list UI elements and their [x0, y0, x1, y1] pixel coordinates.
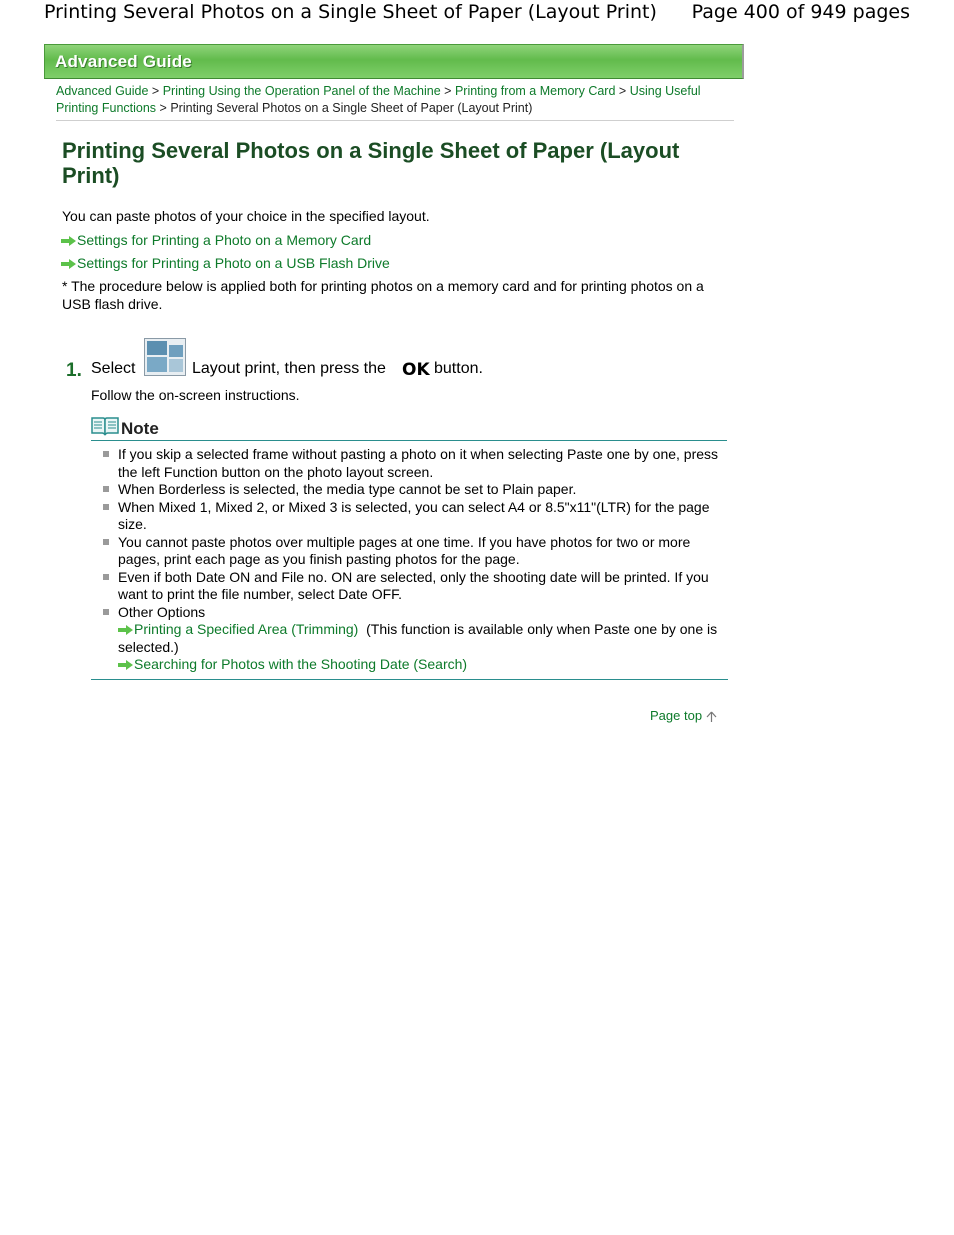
breadcrumb-separator: >: [159, 100, 167, 115]
step-text-layout: Layout print, then press the: [192, 360, 386, 377]
page-heading: Printing Several Photos on a Single Sheet of Paper (Layout Print): [62, 138, 680, 188]
breadcrumb-link-advanced-guide[interactable]: Advanced Guide: [56, 84, 149, 98]
advanced-guide-banner: [44, 44, 744, 79]
step-text-button: button.: [434, 360, 483, 377]
green-arrow-icon: [61, 259, 76, 269]
breadcrumb: [56, 83, 716, 116]
list-item: Even if both Date ON and File no. ON are selected, only the shooting date will be printed. If you want to print the file number, select Date OFF.: [101, 569, 719, 604]
page-counter: Page 400 of 949 pages: [691, 1, 910, 23]
note-list: [101, 446, 719, 674]
list-item: If you skip a selected frame without pasting a photo on it when selecting Paste one by one, press the left Function button on the photo layout screen.: [101, 446, 719, 481]
step-follow-text: Follow the on-screen instructions.: [91, 387, 300, 403]
procedure-note: * The procedure below is applied both for printing photos on a memory card and for printing photos on a USB flash drive.: [62, 278, 704, 312]
step-number: 1.: [66, 360, 82, 381]
book-icon: [91, 416, 119, 436]
link-trimming[interactable]: [118, 621, 358, 637]
link-label: Settings for Printing a Photo on a Memory Card: [77, 232, 372, 248]
trimming-note: (This function is available only when Paste one by one is selected.): [118, 621, 718, 655]
link-memory-card-settings[interactable]: [61, 231, 371, 249]
layout-print-icon: [144, 338, 186, 376]
list-item: When Mixed 1, Mixed 2, or Mixed 3 is selected, you can select A4 or 8.5"x11"(LTR) for the page size.: [101, 499, 719, 534]
breadcrumb-separator: >: [151, 84, 160, 98]
note-bottom-divider: [91, 679, 728, 680]
page-top-link[interactable]: [650, 708, 717, 723]
other-options-label: Other Options: [118, 603, 206, 620]
breadcrumb-divider: [56, 120, 734, 121]
breadcrumb-separator: >: [444, 84, 452, 98]
breadcrumb-current: Printing Several Photos on a Single Sheet of Paper (Layout Print): [170, 100, 533, 115]
link-label: Settings for Printing a Photo on a USB Flash Drive: [77, 255, 390, 271]
up-arrow-icon: [706, 711, 717, 723]
note-label: Note: [121, 419, 159, 438]
breadcrumb-link-useful-functions[interactable]: Using Useful Printing Functions: [56, 84, 701, 115]
pdf-header: [0, 0, 954, 30]
breadcrumb-link-operation-panel[interactable]: Printing Using the Operation Panel of the Machine: [162, 84, 441, 98]
link-search[interactable]: [118, 656, 467, 672]
breadcrumb-separator: >: [618, 84, 627, 98]
document-title: Printing Several Photos on a Single Sheet of Paper (Layout Print): [44, 1, 657, 23]
page-top-label: Page top: [650, 708, 703, 723]
list-item: When Borderless is selected, the media type cannot be set to Plain paper.: [101, 481, 719, 499]
ok-button-glyph: OK: [402, 360, 430, 380]
list-item: You cannot paste photos over multiple pages at one time. If you have photos for two or more pages, print each page as you finish pasting photos for the page.: [101, 534, 719, 569]
intro-text: You can paste photos of your choice in the specified layout.: [62, 208, 430, 224]
link-label: Printing a Specified Area (Trimming): [134, 621, 359, 637]
step-text-select: Select: [91, 360, 136, 377]
breadcrumb-link-memory-card[interactable]: Printing from a Memory Card: [454, 84, 616, 98]
banner-label: Advanced Guide: [55, 52, 192, 71]
link-usb-settings[interactable]: [61, 254, 390, 272]
green-arrow-icon: [118, 660, 133, 670]
green-arrow-icon: [61, 236, 76, 246]
green-arrow-icon: [118, 625, 133, 635]
list-item-other-options: [101, 604, 719, 674]
note-header: [91, 415, 727, 441]
link-label: Searching for Photos with the Shooting Date (Search): [134, 656, 468, 672]
